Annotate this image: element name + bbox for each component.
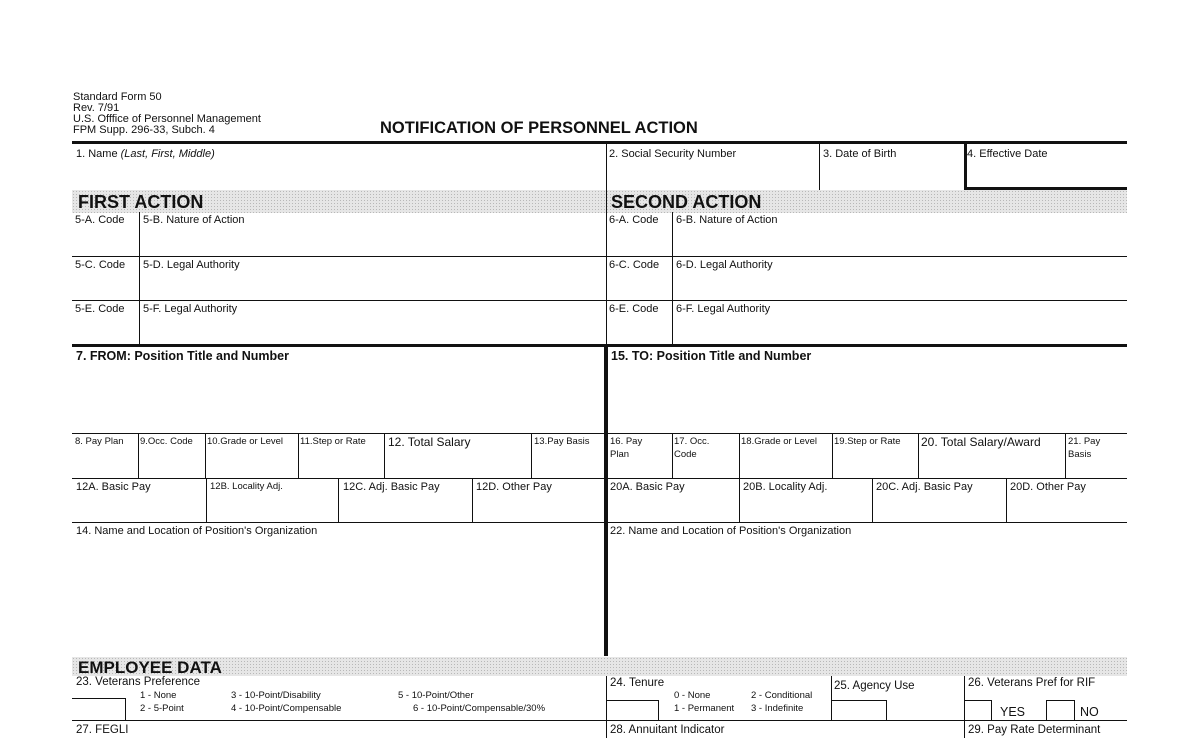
vet-pref-option: 3 - 10-Point/Disability xyxy=(231,690,321,701)
divider xyxy=(872,478,873,522)
name-field[interactable] xyxy=(72,160,606,190)
total-salary-12-label: 12. Total Salary xyxy=(388,435,471,449)
divider xyxy=(672,433,673,478)
nature-of-action-6b-field[interactable] xyxy=(673,227,1126,255)
form-agency: U.S. Offfice of Personnel Management xyxy=(73,113,261,125)
vet-pref-option: 4 - 10-Point/Compensable xyxy=(231,703,342,714)
first-action-heading: FIRST ACTION xyxy=(78,192,204,212)
divider xyxy=(832,433,833,478)
code-5a-field[interactable] xyxy=(72,227,138,255)
employee-data-heading: EMPLOYEE DATA xyxy=(78,658,222,677)
occ-code-17-label-line2: Code xyxy=(674,449,697,460)
annuitant-indicator-label: 28. Annuitant Indicator xyxy=(610,724,725,736)
agency-use-box[interactable] xyxy=(831,700,887,721)
total-salary-award-20-label: 20. Total Salary/Award xyxy=(921,435,1041,449)
other-pay-12d-label: 12D. Other Pay xyxy=(476,481,552,493)
code-5a-label: 5-A. Code xyxy=(75,214,125,226)
divider xyxy=(72,300,1127,301)
tenure-label: 24. Tenure xyxy=(610,677,665,689)
from-position-label: 7. FROM: Position Title and Number xyxy=(76,349,289,363)
grade-level-10-label: 10.Grade or Level xyxy=(207,436,284,447)
form-revision: Rev. 7/91 xyxy=(73,102,120,114)
from-organization-label: 14. Name and Location of Position's Organization xyxy=(76,525,318,537)
second-action-heading: SECOND ACTION xyxy=(611,192,762,212)
code-6e-label: 6-E. Code xyxy=(609,303,659,315)
to-organization-label: 22. Name and Location of Position's Organization xyxy=(610,525,852,537)
divider xyxy=(1006,478,1007,522)
step-rate-11-label: 11.Step or Rate xyxy=(300,436,366,447)
legal-authority-5f-field[interactable] xyxy=(140,315,605,343)
code-6c-field[interactable] xyxy=(607,271,671,299)
fegli-label: 27. FEGLI xyxy=(76,724,129,736)
page-title: NOTIFICATION OF PERSONNEL ACTION xyxy=(380,119,698,137)
basic-pay-20a-label: 20A. Basic Pay xyxy=(610,481,685,493)
form-supplement: FPM Supp. 296-33, Subch. 4 xyxy=(73,124,215,136)
vet-pref-option: 5 - 10-Point/Other xyxy=(398,690,474,701)
divider xyxy=(739,478,740,522)
dob-field[interactable] xyxy=(820,160,964,190)
from-organization-field[interactable] xyxy=(72,540,602,654)
code-6e-field[interactable] xyxy=(607,315,671,343)
dob-label: 3. Date of Birth xyxy=(823,148,897,160)
locality-adj-12b-label: 12B. Locality Adj. xyxy=(210,481,283,492)
pay-basis-21-label-line2: Basis xyxy=(1068,449,1092,460)
vet-pref-rif-yes-label: YES xyxy=(1000,705,1026,719)
step-rate-19-label: 19.Step or Rate xyxy=(834,436,901,447)
tenure-box[interactable] xyxy=(607,700,659,721)
legal-authority-5d-field[interactable] xyxy=(140,271,605,299)
from-to-rule xyxy=(72,344,1127,347)
pay-plan-16-label-line2: Plan xyxy=(610,449,630,460)
occ-code-9-label: 9.Occ. Code xyxy=(140,436,193,447)
occ-code-17-label: 17. Occ. xyxy=(674,436,710,447)
code-6a-label: 6-A. Code xyxy=(609,214,659,226)
legal-authority-5f-label: 5-F. Legal Authority xyxy=(143,303,238,315)
vet-pref-option: 1 - None xyxy=(140,690,177,701)
effective-date-label: 4. Effective Date xyxy=(967,148,1048,160)
divider xyxy=(72,433,1127,434)
code-5c-label: 5-C. Code xyxy=(75,259,126,271)
divider xyxy=(1065,433,1066,478)
employee-data-band xyxy=(72,657,1127,676)
tenure-option: 3 - Indefinite xyxy=(751,703,804,714)
to-organization-field[interactable] xyxy=(609,540,1126,654)
name-hint: (Last, First, Middle) xyxy=(120,148,215,160)
vet-pref-option: 2 - 5-Point xyxy=(140,703,184,714)
adj-basic-pay-20c-label: 20C. Adj. Basic Pay xyxy=(876,481,973,493)
ssn-field[interactable] xyxy=(607,160,819,190)
divider xyxy=(72,478,1127,479)
veterans-preference-box[interactable] xyxy=(72,698,126,721)
legal-authority-6f-label: 6-F. Legal Authority xyxy=(676,303,771,315)
legal-authority-6f-field[interactable] xyxy=(673,315,1126,343)
nature-of-action-5b-label: 5-B. Nature of Action xyxy=(143,214,245,226)
veterans-preference-label: 23. Veterans Preference xyxy=(76,676,201,688)
form-number: Standard Form 50 xyxy=(73,91,162,103)
action-section-band xyxy=(72,190,1127,213)
legal-authority-6d-field[interactable] xyxy=(673,271,1126,299)
name-label-text: 1. Name xyxy=(76,148,121,160)
tenure-option: 2 - Conditional xyxy=(751,690,813,701)
to-position-field[interactable] xyxy=(609,365,1126,431)
nature-of-action-6b-label: 6-B. Nature of Action xyxy=(676,214,778,226)
code-6c-label: 6-C. Code xyxy=(609,259,660,271)
from-to-divider xyxy=(604,344,608,656)
code-6a-field[interactable] xyxy=(607,227,671,255)
basic-pay-12a-label: 12A. Basic Pay xyxy=(76,481,151,493)
pay-basis-13-label: 13.Pay Basis xyxy=(534,436,590,447)
divider xyxy=(72,522,1127,523)
agency-use-label: 25. Agency Use xyxy=(834,680,915,692)
divider xyxy=(138,433,139,478)
divider xyxy=(206,478,207,522)
tenure-option: 1 - Permanent xyxy=(674,703,735,714)
pay-basis-21-label: 21. Pay xyxy=(1068,436,1101,447)
divider xyxy=(298,433,299,478)
adj-basic-pay-12c-label: 12C. Adj. Basic Pay xyxy=(343,481,440,493)
divider xyxy=(918,433,919,478)
divider xyxy=(205,433,206,478)
vet-pref-rif-label: 26. Veterans Pref for RIF xyxy=(968,677,1096,689)
top-rule xyxy=(72,141,1127,144)
vet-pref-rif-yes-box[interactable] xyxy=(964,700,992,721)
vet-pref-option: 6 - 10-Point/Compensable/30% xyxy=(413,703,546,714)
pay-plan-8-label: 8. Pay Plan xyxy=(75,436,124,447)
divider xyxy=(531,433,532,478)
locality-adj-20b-label: 20B. Locality Adj. xyxy=(743,481,828,493)
vet-pref-rif-no-label: NO xyxy=(1080,705,1099,719)
name-label xyxy=(76,148,215,160)
tenure-option: 0 - None xyxy=(674,690,711,701)
legal-authority-5d-label: 5-D. Legal Authority xyxy=(143,259,240,271)
divider xyxy=(384,433,385,478)
effective-date-field[interactable] xyxy=(968,160,1126,186)
divider xyxy=(72,256,1127,257)
divider xyxy=(739,433,740,478)
ssn-label: 2. Social Security Number xyxy=(609,148,737,160)
nature-of-action-5b-field[interactable] xyxy=(140,227,605,255)
code-5c-field[interactable] xyxy=(72,271,138,299)
divider xyxy=(472,478,473,522)
to-position-label: 15. TO: Position Title and Number xyxy=(611,349,812,363)
legal-authority-6d-label: 6-D. Legal Authority xyxy=(676,259,773,271)
code-5e-label: 5-E. Code xyxy=(75,303,125,315)
from-position-field[interactable] xyxy=(72,365,602,431)
pay-rate-determinant-label: 29. Pay Rate Determinant xyxy=(968,724,1101,736)
grade-level-18-label: 18.Grade or Level xyxy=(741,436,818,447)
pay-plan-16-label: 16. Pay xyxy=(610,436,643,447)
other-pay-20d-label: 20D. Other Pay xyxy=(1010,481,1086,493)
vet-pref-rif-no-box[interactable] xyxy=(1046,700,1075,721)
divider xyxy=(338,478,339,522)
code-5e-field[interactable] xyxy=(72,315,138,343)
divider xyxy=(72,720,1127,721)
